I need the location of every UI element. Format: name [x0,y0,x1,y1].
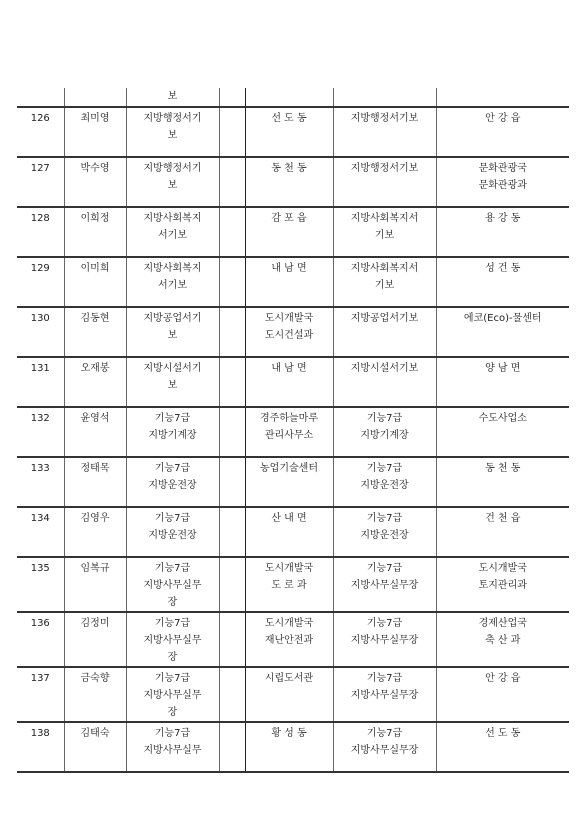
cell-new-rank-text: 지방공업서기보 [350,313,419,324]
cell-current-dept-text: 선 도 동 [271,113,307,124]
cell-new-dept [436,722,569,772]
cell-new-dept-text: 건 천 읍 [485,513,521,524]
cell-current-dept-text: 관리사무소 [264,430,314,441]
cell-rank [126,157,219,207]
cell-new-dept [436,407,569,457]
cell-rank-text: 기능7급 [154,728,191,739]
cell-new-rank-text: 기능7급 [366,413,403,424]
cell-no [17,457,64,507]
cell-no-text: 135 [30,563,50,574]
cell-new-rank [333,307,436,357]
cell-rank [126,722,219,772]
cell-new-dept-text: 문화관광과 [478,180,527,191]
cell-current-dept-text: 도시개발국 [264,563,314,574]
cell-rank-text: 기능7급 [154,618,191,629]
cell-rank-text: 기능7급 [154,463,191,474]
cell-gap [219,457,245,507]
cell-current-dept [245,207,333,257]
cell-no [17,722,64,772]
cell-new-dept-text: 에코(Eco)-물센터 [463,313,542,324]
cell-new-dept [436,207,569,257]
cell-current-dept-text: 도시건설과 [264,330,314,341]
cell-new-rank [333,557,436,612]
cell-new-dept [436,357,569,407]
cell-new-dept-text: 도시개발국 [478,563,527,574]
cell-name [64,357,126,407]
cell-rank-text: 지방시설서기 [143,363,202,374]
cell-no-text: 130 [30,313,50,324]
cell-new-rank-text: 기보 [374,280,395,291]
cell-rank-text: 지방사무실무 [143,635,202,646]
cell-no [17,357,64,407]
cell-gap [219,557,245,612]
cell-new-rank-text: 지방행정서기보 [350,113,419,124]
cell-new-dept [436,507,569,557]
cell-current-dept-text: 도시개발국 [264,313,314,324]
cell-rank-text: 보 [167,330,178,341]
cell-new-dept [436,457,569,507]
cell-new-rank [333,507,436,557]
cell-rank [126,407,219,457]
cell-no [17,157,64,207]
cell-new-rank-text: 기능7급 [366,618,403,629]
cell-rank [126,357,219,407]
cell-gap [219,257,245,307]
cell-new-rank [333,88,436,107]
cell-no-text: 136 [30,618,50,629]
cell-new-dept-text: 안 강 읍 [485,673,521,684]
cell-rank-text: 기능7급 [154,673,191,684]
cell-new-rank-text: 지방시설서기보 [350,363,419,374]
cell-new-dept [436,107,569,157]
cell-new-dept-text: 축 산 과 [485,635,521,646]
table-row [17,257,569,307]
cell-rank-text: 지방기계장 [148,430,197,441]
cell-no [17,207,64,257]
cell-gap [219,407,245,457]
cell-current-dept-text: 도시개발국 [264,618,314,629]
cell-current-dept-text: 농업기술센터 [260,463,318,474]
table-row [17,307,569,357]
table-row [17,557,569,612]
cell-new-rank-text: 지방기계장 [360,430,409,441]
cell-no [17,612,64,667]
cell-current-dept-text: 도 로 과 [271,580,307,591]
cell-new-rank-text: 지방사무실무장 [350,690,419,701]
cell-new-rank-text: 지방행정서기보 [350,163,419,174]
cell-rank-text: 지방사회복지 [143,263,202,274]
cell-new-rank [333,667,436,722]
cell-new-rank [333,257,436,307]
cell-rank-text: 지방운전장 [148,480,197,491]
personnel-table-body [17,88,569,772]
cell-rank-text: 지방공업서기 [143,313,202,324]
cell-current-dept [245,507,333,557]
cell-new-dept-text: 경제산업국 [478,618,527,629]
cell-name-text: 이미희 [80,263,110,274]
cell-new-rank-text: 기능7급 [366,463,403,474]
cell-rank-text: 장 [167,597,178,608]
cell-name-text: 김동현 [80,313,110,324]
cell-gap [219,612,245,667]
cell-rank-text: 보 [167,130,178,141]
table-row [17,667,569,722]
cell-new-rank-text: 지방사무실무장 [350,745,419,756]
cell-new-dept [436,257,569,307]
cell-rank [126,207,219,257]
cell-new-rank-text: 지방사무실무장 [350,580,419,591]
cell-new-dept [436,612,569,667]
cell-name [64,207,126,257]
cell-name [64,88,126,107]
table-row [17,407,569,457]
table-row [17,507,569,557]
cell-new-rank [333,157,436,207]
cell-no [17,88,64,107]
cell-rank [126,107,219,157]
cell-name-text: 김정미 [80,618,110,629]
cell-no-text: 133 [30,463,50,474]
cell-current-dept [245,107,333,157]
cell-rank-text: 기능7급 [154,413,191,424]
cell-name [64,557,126,612]
table-row [17,722,569,772]
cell-current-dept [245,157,333,207]
cell-new-dept [436,157,569,207]
cell-no [17,257,64,307]
cell-name [64,157,126,207]
cell-name [64,667,126,722]
cell-current-dept [245,307,333,357]
cell-new-dept [436,667,569,722]
cell-gap [219,667,245,722]
cell-rank-text: 지방사회복지 [143,213,202,224]
cell-new-dept [436,88,569,107]
cell-rank-text: 지방사무실무 [143,580,202,591]
cell-rank [126,667,219,722]
cell-current-dept-text: 감 포 읍 [271,213,307,224]
cell-new-rank-text: 기능7급 [366,673,403,684]
cell-new-rank-text: 지방운전장 [360,480,409,491]
cell-current-dept-text: 재난안전과 [264,635,314,646]
cell-new-rank-text: 지방사회복지서 [350,213,419,224]
cell-current-dept-text: 동 천 동 [271,163,307,174]
table-row [17,457,569,507]
cell-rank-text: 서기보 [158,280,187,291]
cell-new-rank [333,722,436,772]
cell-no-text: 138 [30,728,50,739]
cell-name [64,457,126,507]
cell-current-dept-text: 경주하늘마루 [260,413,318,424]
cell-new-rank [333,457,436,507]
cell-rank-text: 지방사무실무 [143,690,202,701]
personnel-table [17,88,569,773]
cell-current-dept [245,557,333,612]
cell-new-dept [436,557,569,612]
cell-new-rank-text: 기보 [374,230,395,241]
cell-name-text: 김영우 [80,513,110,524]
cell-rank-text: 지방사무실무 [143,745,202,756]
cell-name-text: 박수영 [80,163,110,174]
continued-row [17,88,569,107]
cell-rank-text: 지방운전장 [148,530,197,541]
cell-name [64,507,126,557]
cell-current-dept-text: 내 남 면 [271,363,307,374]
cell-name-text: 정태목 [80,463,110,474]
cell-name [64,407,126,457]
table-row [17,107,569,157]
cell-new-dept-text: 용 강 동 [485,213,521,224]
table-row [17,357,569,407]
cell-gap [219,307,245,357]
cell-new-rank-text: 지방사회복지서 [350,263,419,274]
cell-current-dept [245,722,333,772]
cell-no [17,557,64,612]
cell-no [17,667,64,722]
cell-rank-text: 기능7급 [154,563,191,574]
cell-new-dept-text: 토지관리과 [478,580,527,591]
cell-name-text: 최미영 [80,113,110,124]
cell-new-rank [333,107,436,157]
cell-current-dept [245,457,333,507]
cell-gap [219,88,245,107]
cell-no [17,307,64,357]
cell-gap [219,357,245,407]
cell-gap [219,207,245,257]
cell-gap [219,107,245,157]
cell-new-dept-text: 수도사업소 [478,413,527,424]
cell-new-dept-text: 문화관광국 [478,163,527,174]
cell-name [64,257,126,307]
cell-current-dept-text: 황 성 동 [271,728,307,739]
cell-gap [219,507,245,557]
cell-name-text: 오재봉 [80,363,110,374]
cell-rank-text: 장 [167,707,178,718]
cell-name [64,612,126,667]
cell-rank-text: 장 [167,652,178,663]
cell-name-text: 임복규 [80,563,110,574]
cell-rank-text: 지방행정서기 [143,163,202,174]
cell-new-dept-text: 안 강 읍 [485,113,521,124]
cell-rank-text: 기능7급 [154,513,191,524]
rank-tail-text: 보 [167,91,178,102]
cell-new-dept-text: 선 도 동 [485,728,521,739]
cell-new-rank-text: 지방사무실무장 [350,635,419,646]
cell-new-rank [333,612,436,667]
cell-gap [219,157,245,207]
cell-current-dept [245,357,333,407]
cell-name [64,107,126,157]
cell-rank [126,457,219,507]
cell-new-dept [436,307,569,357]
cell-no [17,407,64,457]
cell-no-text: 134 [30,513,50,524]
cell-name-text: 윤영석 [80,413,110,424]
cell-name-text: 금숙향 [80,673,110,684]
cell-name [64,307,126,357]
cell-rank-text: 지방행정서기 [143,113,202,124]
cell-new-rank [333,207,436,257]
cell-rank [126,557,219,612]
cell-current-dept-text: 시립도서관 [264,673,314,684]
cell-rank [126,612,219,667]
table-row [17,612,569,667]
cell-new-rank-text: 지방운전장 [360,530,409,541]
cell-no [17,507,64,557]
cell-rank [126,88,219,107]
cell-current-dept [245,667,333,722]
cell-no-text: 128 [30,213,50,224]
cell-new-dept-text: 동 천 동 [485,463,521,474]
cell-current-dept-text: 산 내 면 [271,513,307,524]
cell-current-dept-text: 내 남 면 [271,263,307,274]
cell-new-rank-text: 기능7급 [366,563,403,574]
cell-rank-text: 서기보 [158,230,187,241]
cell-name [64,722,126,772]
cell-current-dept [245,257,333,307]
cell-rank-text: 보 [167,180,178,191]
cell-current-dept [245,407,333,457]
cell-name-text: 이희정 [80,213,110,224]
cell-new-rank [333,407,436,457]
cell-name-text: 김태숙 [80,728,110,739]
cell-new-rank [333,357,436,407]
cell-no-text: 126 [30,113,50,124]
cell-new-dept-text: 성 건 동 [485,263,521,274]
cell-new-dept-text: 양 남 면 [485,363,521,374]
cell-current-dept [245,88,333,107]
cell-rank [126,507,219,557]
cell-current-dept [245,612,333,667]
cell-rank-text: 보 [167,380,178,391]
table-row [17,207,569,257]
cell-gap [219,722,245,772]
cell-new-rank-text: 기능7급 [366,728,403,739]
cell-no [17,107,64,157]
cell-no-text: 127 [30,163,50,174]
cell-rank [126,307,219,357]
cell-rank [126,257,219,307]
cell-no-text: 129 [30,263,50,274]
table-row [17,157,569,207]
cell-no-text: 132 [30,413,50,424]
cell-no-text: 137 [30,673,50,684]
cell-no-text: 131 [30,363,50,374]
cell-new-rank-text: 기능7급 [366,513,403,524]
